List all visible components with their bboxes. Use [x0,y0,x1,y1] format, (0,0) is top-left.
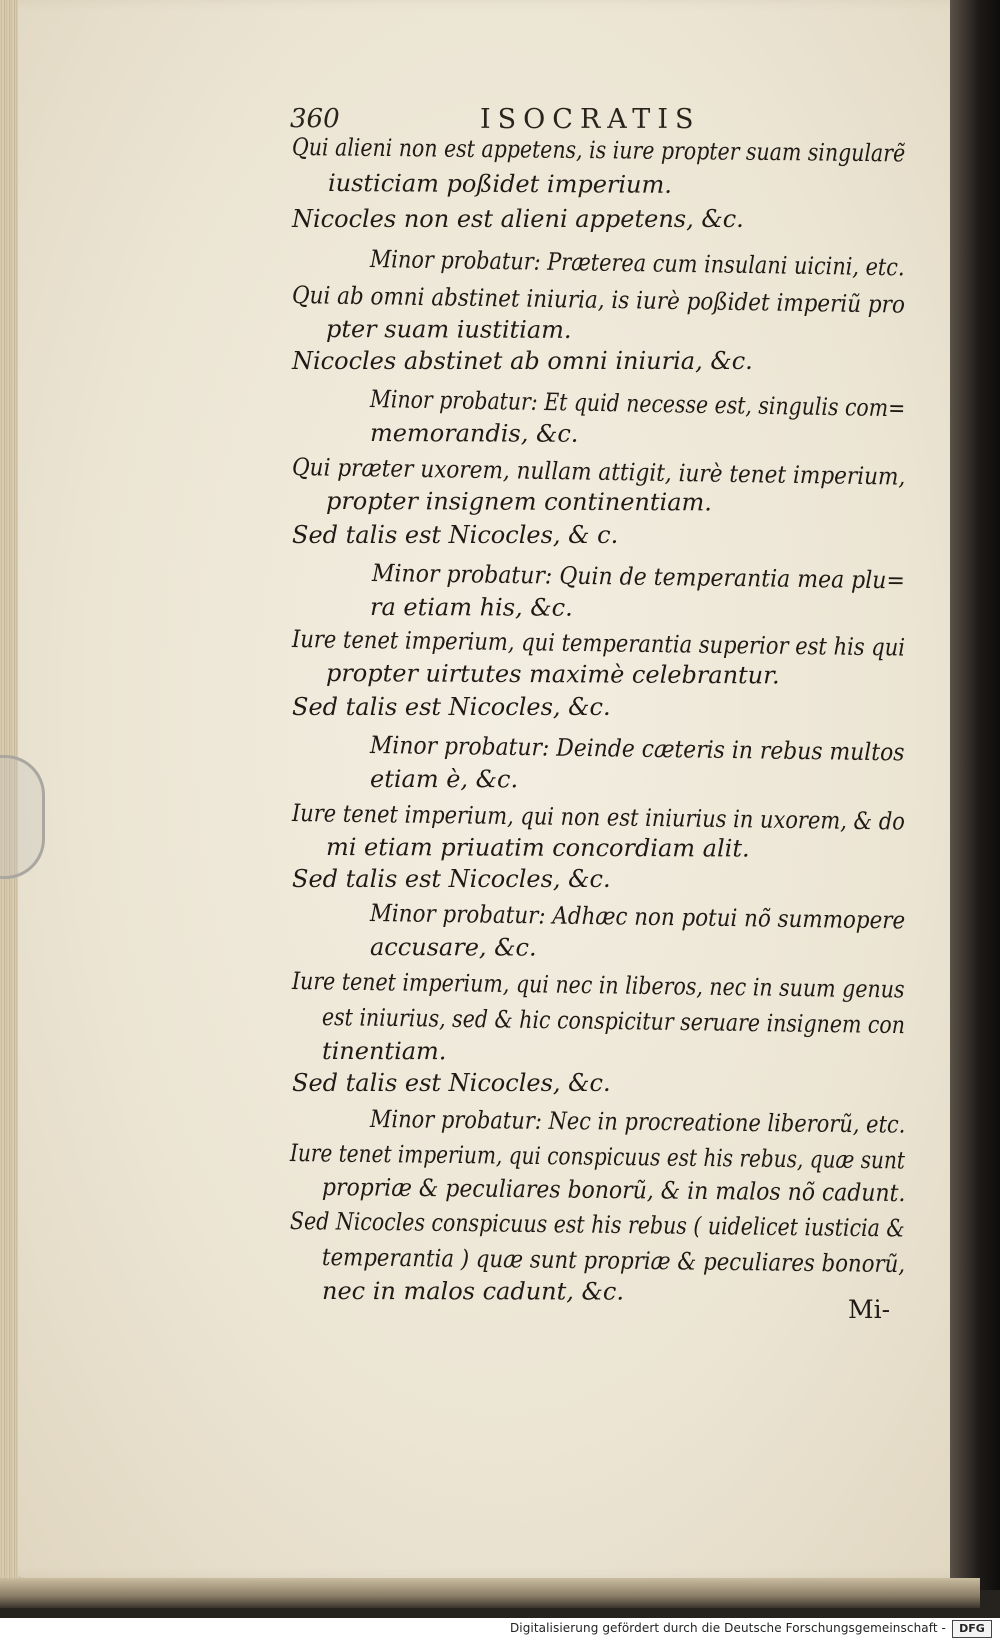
text-line: temperantia ) quæ sunt propriæ & peculiares bonorũ, [321,1243,906,1279]
text-line: propter uirtutes maximè celebrantur. [325,659,780,690]
text-line: propriæ & peculiares bonorũ, & in malos nõ cadunt. [321,1173,906,1208]
running-title: ISOCRATIS [480,104,701,135]
text-line: mi etiam priuatim concordiam alit. [325,833,750,863]
text-line: accusare, &c. [369,933,537,962]
page-bottom-edge [0,1578,980,1608]
gutter-shadow [950,0,1000,1590]
text-line: Minor probatur: Et quid necesse est, singulis com= [369,385,906,423]
text-line: Sed talis est Nicocles, &c. [292,865,611,893]
catchword: Mi- [848,1295,891,1324]
text-line: Sed Nicocles conspicuus est his rebus ( uidelicet iusticia & [289,1207,905,1243]
text-line: ra etiam his, &c. [369,593,573,622]
text-line: Minor probatur: Nec in procreatione liberorũ, etc. [369,1105,906,1139]
text-line: tinentiam. [321,1037,447,1066]
text-line: nec in malos cadunt, &c. [321,1277,625,1306]
text-line: Minor probatur: Quin de temperantia mea plu= [371,559,906,595]
text-line: Sed talis est Nicocles, & c. [292,521,619,549]
text-line: Iure tenet imperium, qui conspicuus est his rebus, quæ sunt [289,1139,906,1175]
text-line: Iure tenet imperium, qui nec in liberos, nec in suum genus [291,967,905,1004]
text-line: memorandis, &c. [369,419,579,448]
text-line: Minor probatur: Præterea cum insulani uicini, etc. [369,245,905,282]
dfg-logo: DFG [952,1620,992,1638]
page-clip [0,755,45,879]
text-line: etiam è, &c. [369,765,519,794]
text-line: propter insignem continentiam. [325,487,712,517]
text-line: Iure tenet imperium, qui temperantia superior est his qui [291,625,906,662]
text-line: Nicocles abstinet ab omni iniuria, &c. [292,347,753,375]
text-line: iusticiam poßidet imperium. [327,169,673,199]
text-line: Minor probatur: Deinde cæteris in rebus multos [369,731,905,767]
page-number: 360 [290,104,340,134]
text-line: est iniurius, sed & hic conspicitur seruare insignem con [321,1003,906,1040]
text-line: Qui alieni non est appetens, is iure propter suam singularẽ [291,133,906,168]
text-line: Minor probatur: Adhæc non potui nõ summopere [369,899,906,935]
text-line: Iure tenet imperium, qui non est iniurius in uxorem, & do [291,799,906,836]
text-line: Sed talis est Nicocles, &c. [292,1069,611,1097]
text-line: Nicocles non est alieni appetens, &c. [292,205,744,233]
text-line: Sed talis est Nicocles, &c. [292,693,611,721]
funding-credit: Digitalisierung gefördert durch die Deutsche Forschungsgemeinschaft - [509,1621,946,1635]
text-line: Qui ab omni abstinet iniuria, is iurè poßidet imperiũ pro [291,281,906,319]
text-line: Qui præter uxorem, nullam attigit, iurè tenet imperium, [291,453,906,491]
text-line: pter suam iustitiam. [325,315,572,344]
